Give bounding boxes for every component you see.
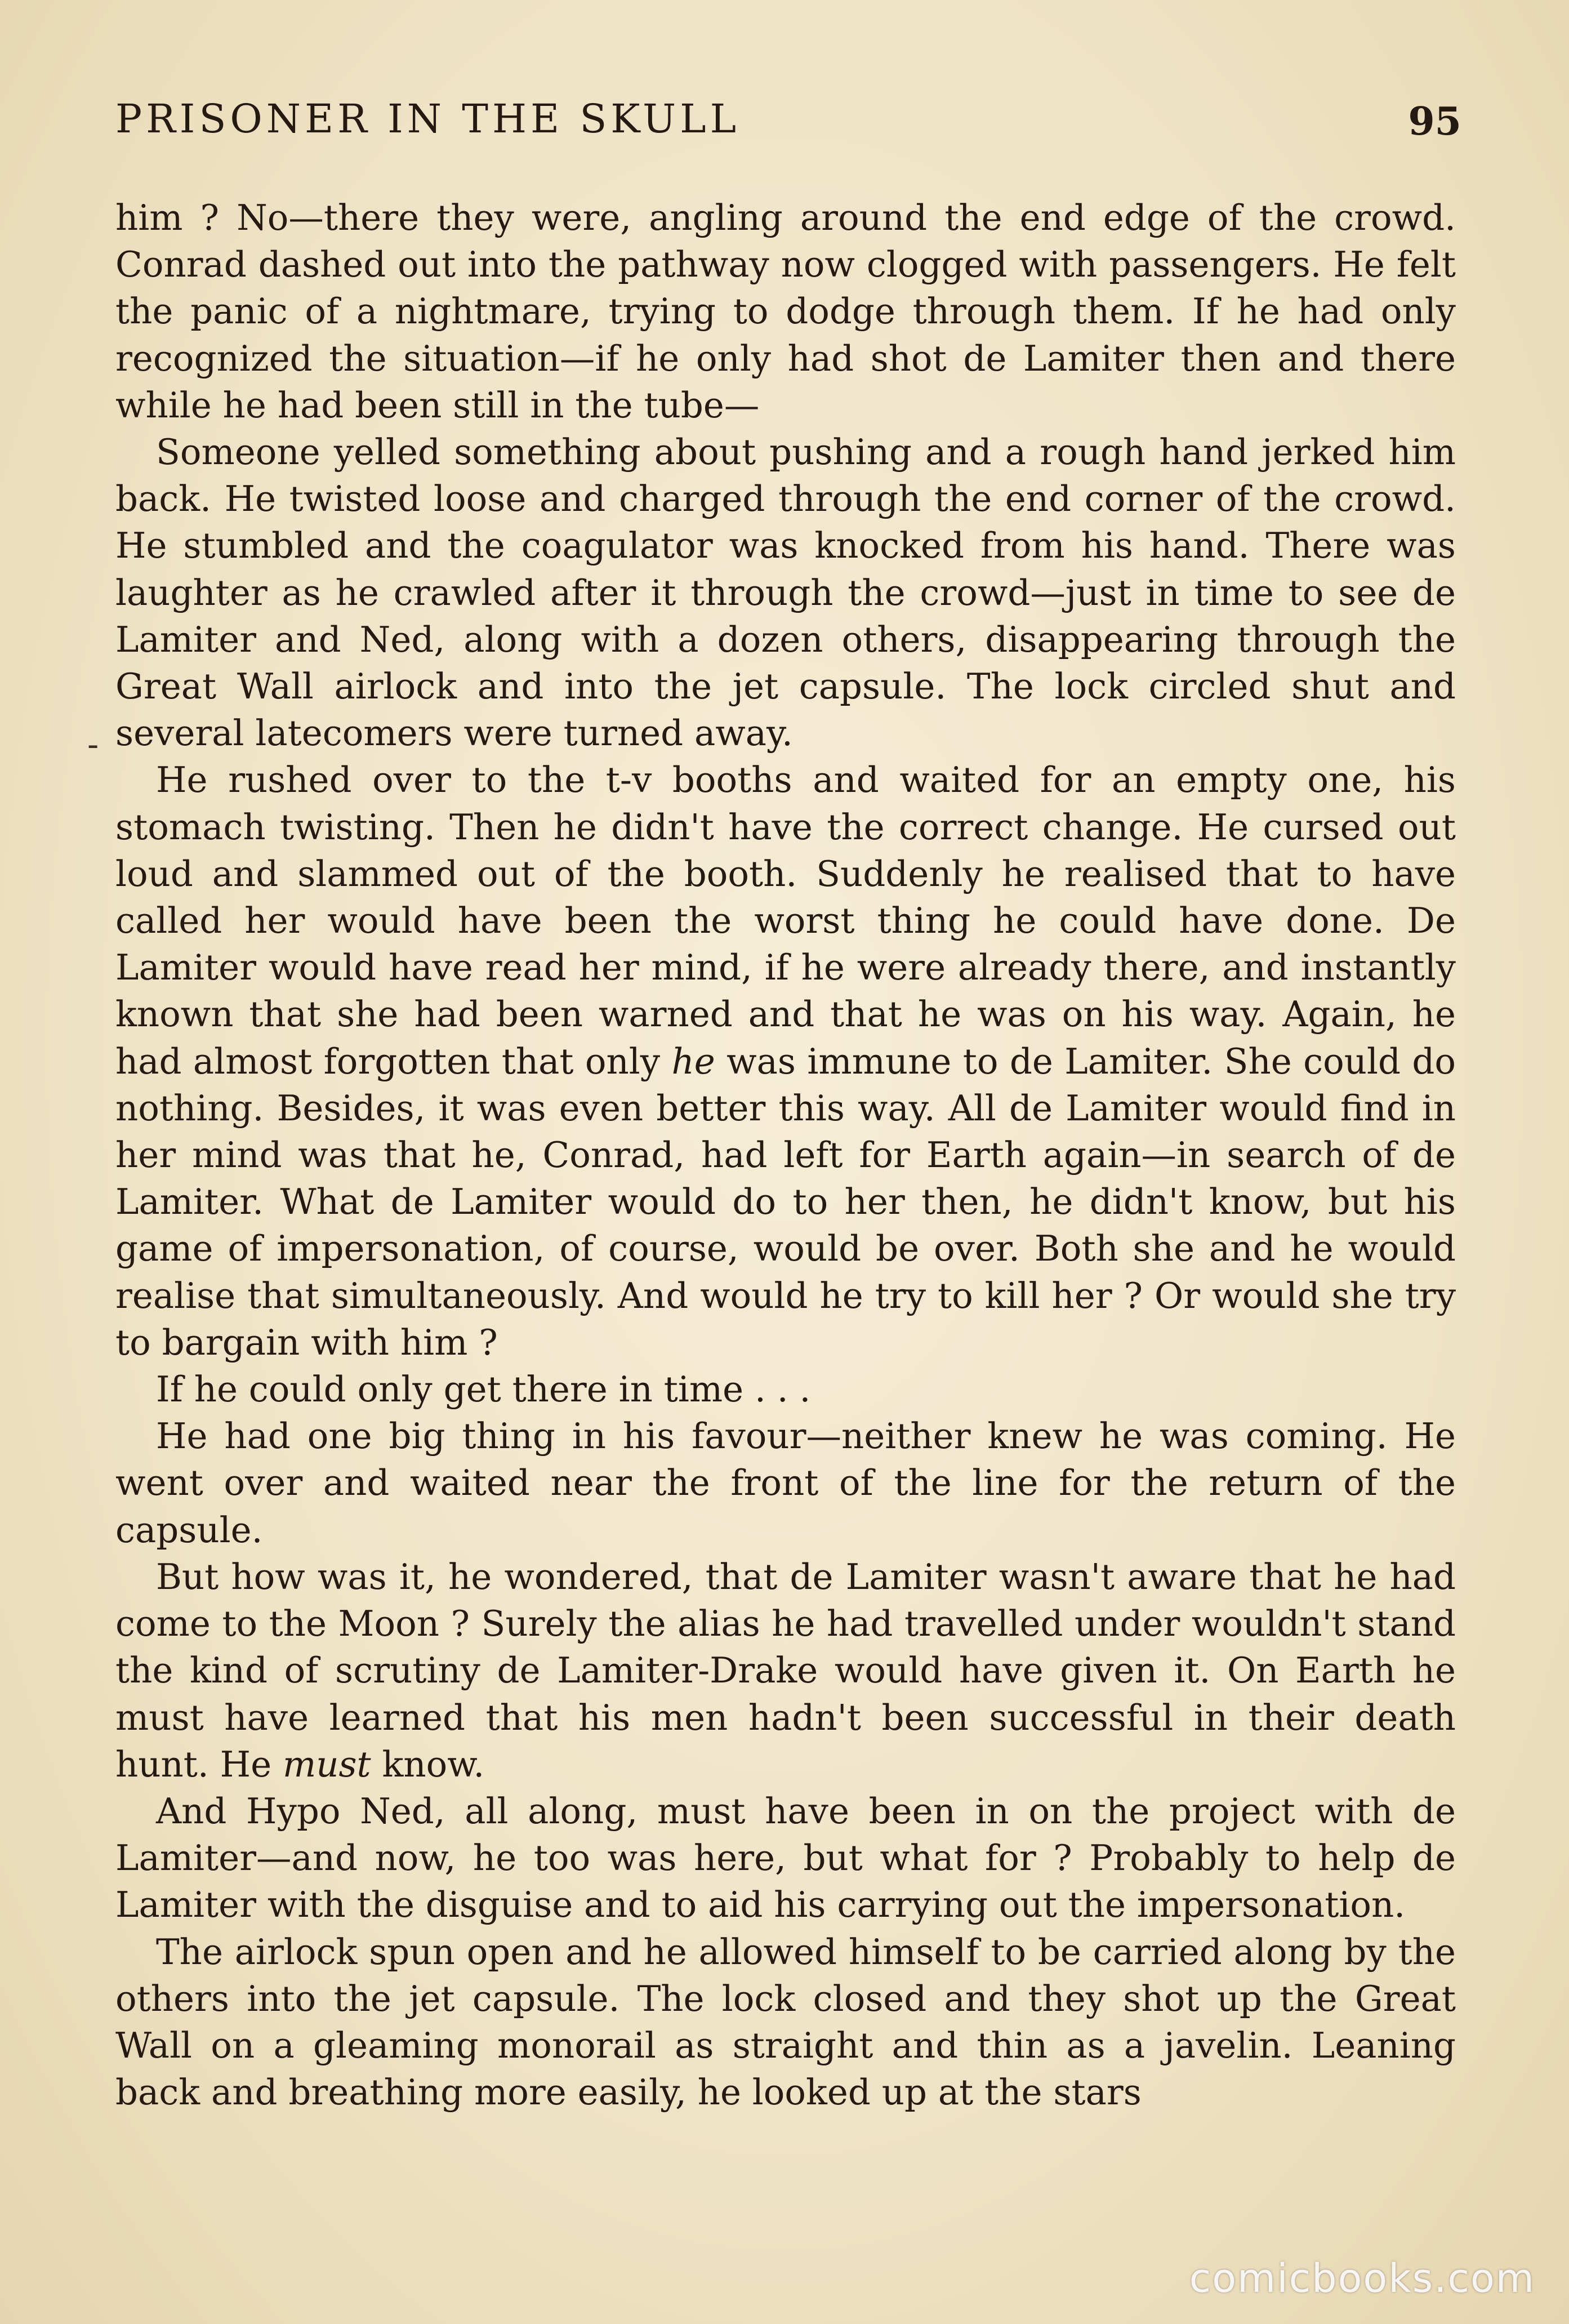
paragraph xyxy=(115,429,1456,756)
paragraph-text: was immune to de Lamiter. She could do nothing. Besides, it was even better this way. All de Lamiter would find in her mind was that he, Conrad, had left for Earth again—in search of de Lamiter. What de Lamiter would do to her then, he didn't know, but his game of impersonation, of course, would be over. Both she and he would realise that simultaneously. And would he try to kill her ? Or would she try to bargain with him ? xyxy=(115,1040,1456,1363)
paragraph xyxy=(115,1788,1456,1929)
paragraph-text: Someone yelled something about pushing and a rough hand jerked him back. He twisted loose and charged through the end corner of the crowd. He stumbled and the coagulator was knocked from his hand. There was laughter as he crawled after it through the crowd—just in time to see de Lamiter and Ned, along with a dozen others, disappearing through the Great Wall airlock and into the jet capsule. The lock circled shut and several latecomers were turned away. xyxy=(115,431,1456,754)
paragraph xyxy=(115,1413,1456,1553)
paragraph-text: know. xyxy=(371,1743,485,1785)
paragraph-text: He had one big thing in his favour—neither knew he was coming. He went over and waited near the front of the line for the return of the capsule. xyxy=(115,1415,1456,1551)
paragraph xyxy=(115,1929,1456,2116)
watermark-logo: comicbooks.com xyxy=(1189,2255,1535,2301)
paragraph-text: him ? No—there they were, angling around the end edge of the crowd. Conrad dashed out into the pathway now clogged with passengers. He felt the panic of a nightmare, trying to dodge through them. If he had only recognized the situation—if he only had shot de Lamiter then and there while he had been still in the tube— xyxy=(115,197,1456,426)
paragraph xyxy=(115,756,1456,1366)
paragraph xyxy=(115,1553,1456,1788)
paragraph-text: The airlock spun open and he allowed himself to be carried along by the others into the jet capsule. The lock closed and they shot up the Great Wall on a gleaming monorail as straight and thin as a javelin. Leaning back and breathing more easily, he looked up at the stars xyxy=(115,1931,1456,2113)
paragraph xyxy=(115,1366,1456,1413)
paragraph-text: He rushed over to the t-v booths and waited for an empty one, his stomach twisting. Then he didn't have the correct change. He cursed out loud and slammed out of the booth. Suddenly he realised that to have called her would have been the worst thing he could have done. De Lamiter would have read her mind, if he were already there, and instantly known that she had been warned and that he was on his way. Again, he had almost forgotten that only xyxy=(115,759,1456,1082)
paragraph-text: And Hypo Ned, all along, must have been in on the project with de Lamiter—and now, he too was here, but what for ? Probably to help de Lamiter with the disguise and to aid his carrying out the impersonation. xyxy=(115,1790,1456,1926)
italic-text: must xyxy=(282,1743,371,1785)
paragraph-text: But how was it, he wondered, that de Lamiter wasn't aware that he had come to the Moon ? Surely the alias he had travelled under wouldn't stand the kind of scrutiny de Lamiter-Drake would have given it. On Earth he must have learned that his men hadn't been successful in their death hunt. He xyxy=(115,1556,1456,1785)
running-head: PRISONER IN THE SKULL xyxy=(115,96,741,142)
page-header xyxy=(115,96,1461,158)
paragraph-text: If he could only get there in time . . . xyxy=(156,1369,811,1410)
italic-text: he xyxy=(671,1040,715,1082)
page-number: 95 xyxy=(1408,99,1461,144)
margin-mark: - xyxy=(87,725,99,764)
body-text xyxy=(115,194,1456,2116)
paragraph xyxy=(115,194,1456,429)
